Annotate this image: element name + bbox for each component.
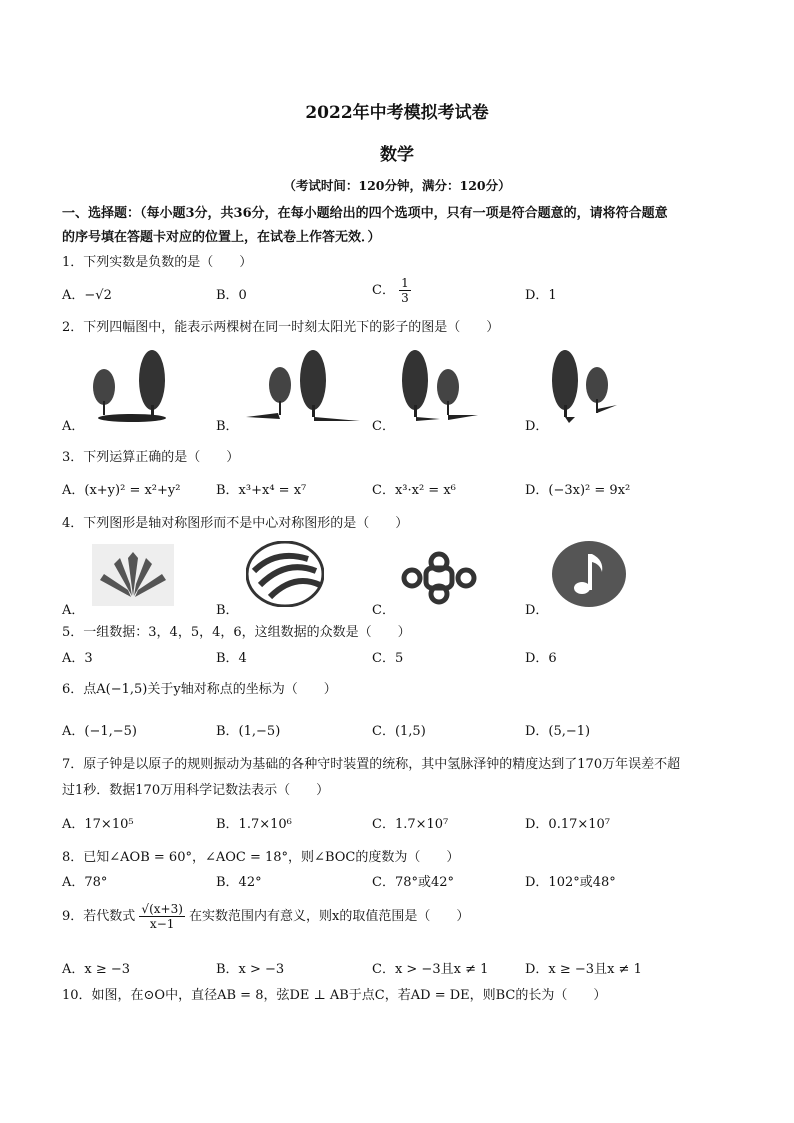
q8-option-a: A．78° <box>62 875 108 890</box>
section-heading-line2: 的序号填在答题卡对应的位置上，在试卷上作答无效．） <box>62 230 381 245</box>
question-2-stem: 2．下列四幅图中，能表示两棵树在同一时刻太阳光下的影子的图是（ ） <box>62 320 500 335</box>
music-note-icon <box>550 540 628 608</box>
q9-option-c: C．x > −3且x ≠ 1 <box>372 962 489 977</box>
question-7-stem-line2: 过1秒．数据170万用科学记数法表示（ ） <box>62 783 330 798</box>
q9-stem-post: 在实数范围内有意义，则x的取值范围是（ ） <box>189 909 470 924</box>
question-8-stem: 8．已知∠AOB = 60°，∠AOC = 18°，则∠BOC的度数为（ ） <box>62 850 460 865</box>
q5-option-a: A．3 <box>62 651 93 666</box>
q9-fraction <box>139 902 184 931</box>
q9-option-d: D．x ≥ −3且x ≠ 1 <box>525 962 642 977</box>
q2-option-c: C． <box>372 419 395 434</box>
q1-option-c <box>372 276 411 305</box>
q2-option-a: A． <box>62 419 85 434</box>
q5-option-c: C．5 <box>372 651 404 666</box>
q4-option-d: D． <box>525 603 549 618</box>
q2-option-b: B． <box>216 419 239 434</box>
tree-pair-icon <box>84 345 179 425</box>
q3-option-a: A．(x+y)² = x²+y² <box>62 483 181 498</box>
q8-option-c: C．78°或42° <box>372 875 455 890</box>
question-9-stem <box>62 902 469 931</box>
question-10-stem: 10．如图，在⊙O中，直径AB = 8，弦DE ⊥ AB于点C，若AD = DE，则BC的长为（ ） <box>62 988 607 1003</box>
q2-option-d: D． <box>525 419 549 434</box>
subject-title: 数学 <box>380 145 414 165</box>
tree-pair-icon <box>545 345 625 425</box>
q9-fraction-den: x−1 <box>149 917 175 931</box>
q1-fraction-den: 3 <box>401 291 409 305</box>
q3-option-d: D．(−3x)² = 9x² <box>525 483 631 498</box>
q1-option-a: A．−√2 <box>62 288 112 303</box>
q9-option-b: B．x > −3 <box>216 962 285 977</box>
q4-option-c: C． <box>372 603 395 618</box>
q5-option-b: B．4 <box>216 651 247 666</box>
q6-option-d: D．(5,−1) <box>525 724 591 739</box>
q8-option-b: B．42° <box>216 875 262 890</box>
q7-option-d: D．0.17×10⁷ <box>525 817 611 832</box>
question-1-stem: 1．下列实数是负数的是（ ） <box>62 255 253 270</box>
q6-option-c: C．(1,5) <box>372 724 426 739</box>
tree-pair-icon <box>238 345 363 425</box>
q9-option-a: A．x ≥ −3 <box>62 962 131 977</box>
q7-option-b: B．1.7×10⁶ <box>216 817 292 832</box>
q1-option-b: B．0 <box>216 288 247 303</box>
q7-option-c: C．1.7×10⁷ <box>372 817 449 832</box>
q1-fraction-num: 1 <box>401 276 409 290</box>
question-4-stem: 4．下列图形是轴对称图形而不是中心对称图形的是（ ） <box>62 516 409 531</box>
q3-option-c: C．x³·x² = x⁶ <box>372 483 456 498</box>
q3-option-b: B．x³+x⁴ = x⁷ <box>216 483 307 498</box>
q7-option-a: A．17×10⁵ <box>62 817 134 832</box>
question-5-stem: 5．一组数据：3，4，5，4，6，这组数据的众数是（ ） <box>62 625 411 640</box>
q4-option-a: A． <box>62 603 85 618</box>
q4-option-b: B． <box>216 603 239 618</box>
tree-pair-icon <box>390 345 485 425</box>
q8-option-d: D．102°或48° <box>525 875 616 890</box>
question-7-stem-line1: 7．原子钟是以原子的规则振动为基础的各种守时装置的统称，其中氢脉泽钟的精度达到了170万年误差不超 <box>62 757 681 772</box>
q9-stem-pre: 9．若代数式 <box>62 909 136 924</box>
question-3-stem: 3．下列运算正确的是（ ） <box>62 450 240 465</box>
exam-info: （考试时间：120分钟，满分：120分） <box>283 178 511 193</box>
china-mobile-logo-icon <box>246 541 324 607</box>
q1-fraction <box>399 276 411 305</box>
q5-option-d: D．6 <box>525 651 557 666</box>
exam-title: 2022年中考模拟考试卷 <box>305 103 489 123</box>
q1-option-c-label: C． <box>372 283 395 298</box>
china-unicom-logo-icon <box>398 550 480 606</box>
huawei-logo-icon <box>92 544 174 606</box>
q6-option-a: A．(−1,−5) <box>62 724 137 739</box>
section-heading-line1: 一、选择题：（每小题3分，共36分，在每小题给出的四个选项中，只有一项是符合题意的，请将符合题意 <box>62 206 668 221</box>
q9-fraction-num: √(x+3) <box>141 902 183 916</box>
q1-option-d: D．1 <box>525 288 557 303</box>
q6-option-b: B．(1,−5) <box>216 724 281 739</box>
question-6-stem: 6．点A(−1,5)关于y轴对称点的坐标为（ ） <box>62 682 337 697</box>
